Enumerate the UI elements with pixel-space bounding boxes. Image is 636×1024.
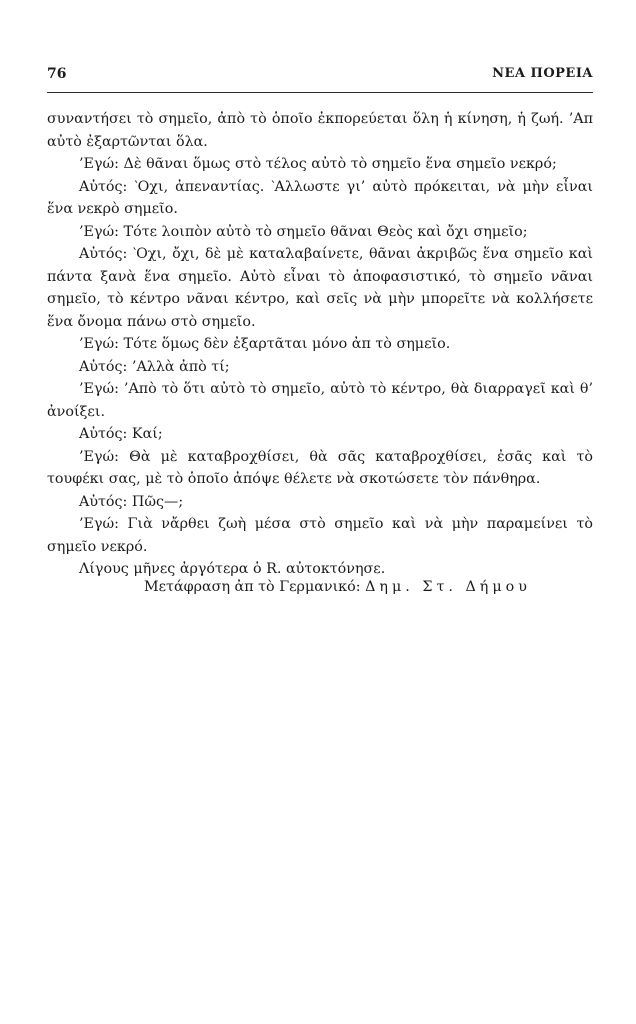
running-head: ΝΕΑ ΠΟΡΕΙΑ xyxy=(492,66,593,81)
paragraph: Αὐτός: ‵Οχι, ὄχι, δὲ μὲ καταλαβαίνετε, θᾶναι ἀκριβῶς ἕνα σημεῖο καὶ πάντα ξανὰ ἕνα σημεῖο. Αὐτὸ εἶναι τὸ ἀποφασιστικό, τὸ σημεῖο νᾶναι σημεῖο, τὸ κέντρο νᾶναι κέντρο, καὶ σεῖς νὰ μὴν μπορεῖτε νὰ κολλήσετε ἕνα ὄνομα πάνω στὸ σημεῖο. xyxy=(47,246,593,330)
paragraph: συναντήσει τὸ σημεῖο, ἀπὸ τὸ ὁποῖο ἐκπορεύεται ὅλη ἡ κίνηση, ἡ ζωή. ’Απ αὐτὸ ἐξαρτῶνται ὅλα. xyxy=(47,111,593,150)
paragraph: Αὐτός: ’Αλλὰ ἀπὸ τί; xyxy=(79,358,230,375)
body-text xyxy=(47,108,593,581)
translator-name: Δημ. Στ. Δήμου xyxy=(365,579,531,595)
translation-credit xyxy=(144,579,531,595)
page-number: 76 xyxy=(47,66,67,82)
paragraph: Αὐτός: Καί; xyxy=(79,426,163,442)
translation-credit-prefix: Μετάφραση ἀπ τὸ Γερμανικό: xyxy=(144,579,366,595)
paragraph: ’Εγώ: ’Απὸ τὸ ὅτι αὐτὸ τὸ σημεῖο, αὐτὸ τὸ κέντρο, θὰ διαρραγεῖ καὶ θ’ ἀνοίξει. xyxy=(47,381,593,420)
paragraph: ’Εγώ: Θὰ μὲ καταβροχθίσει, θὰ σᾶς καταβροχθίσει, ἐσᾶς καὶ τὸ τουφέκι σας, μὲ τὸ ὁποῖο ἀπόψε θέλετε νὰ σκοτώσετε τὸν πάνθηρα. xyxy=(47,448,593,487)
paragraph: Αὐτός: ‵Οχι, ἀπεναντίας. ‵Αλλωστε γι’ αὐτὸ πρόκειται, νὰ μὴν εἶναι ἕνα νεκρὸ σημεῖο. xyxy=(47,178,593,217)
paragraph: ’Εγώ: Δὲ θᾶναι ὅμως στὸ τέλος αὐτὸ τὸ σημεῖο ἕνα σημεῖο νεκρό; xyxy=(79,156,557,172)
paragraph: Αὐτός: Πῶς—; xyxy=(79,493,184,510)
header-rule xyxy=(47,92,593,93)
page-header xyxy=(47,66,593,86)
paragraph: Λίγους μῆνες ἀργότερα ὁ R. αὐτοκτόνησε. xyxy=(79,561,386,577)
paragraph: ’Εγώ: Τότε λοιπὸν αὐτὸ τὸ σημεῖο θᾶναι Θεὸς καὶ ὄχι σημεῖο; xyxy=(79,223,528,240)
paragraph: ’Εγώ: Γιὰ νἄρθει ζωὴ μέσα στὸ σημεῖο καὶ νὰ μὴν παραμείνει τὸ σημεῖο νεκρό. xyxy=(47,516,593,555)
paragraph: ’Εγώ: Τότε ὅμως δὲν ἐξαρτᾶται μόνο ἀπ τὸ σημεῖο. xyxy=(79,336,451,352)
